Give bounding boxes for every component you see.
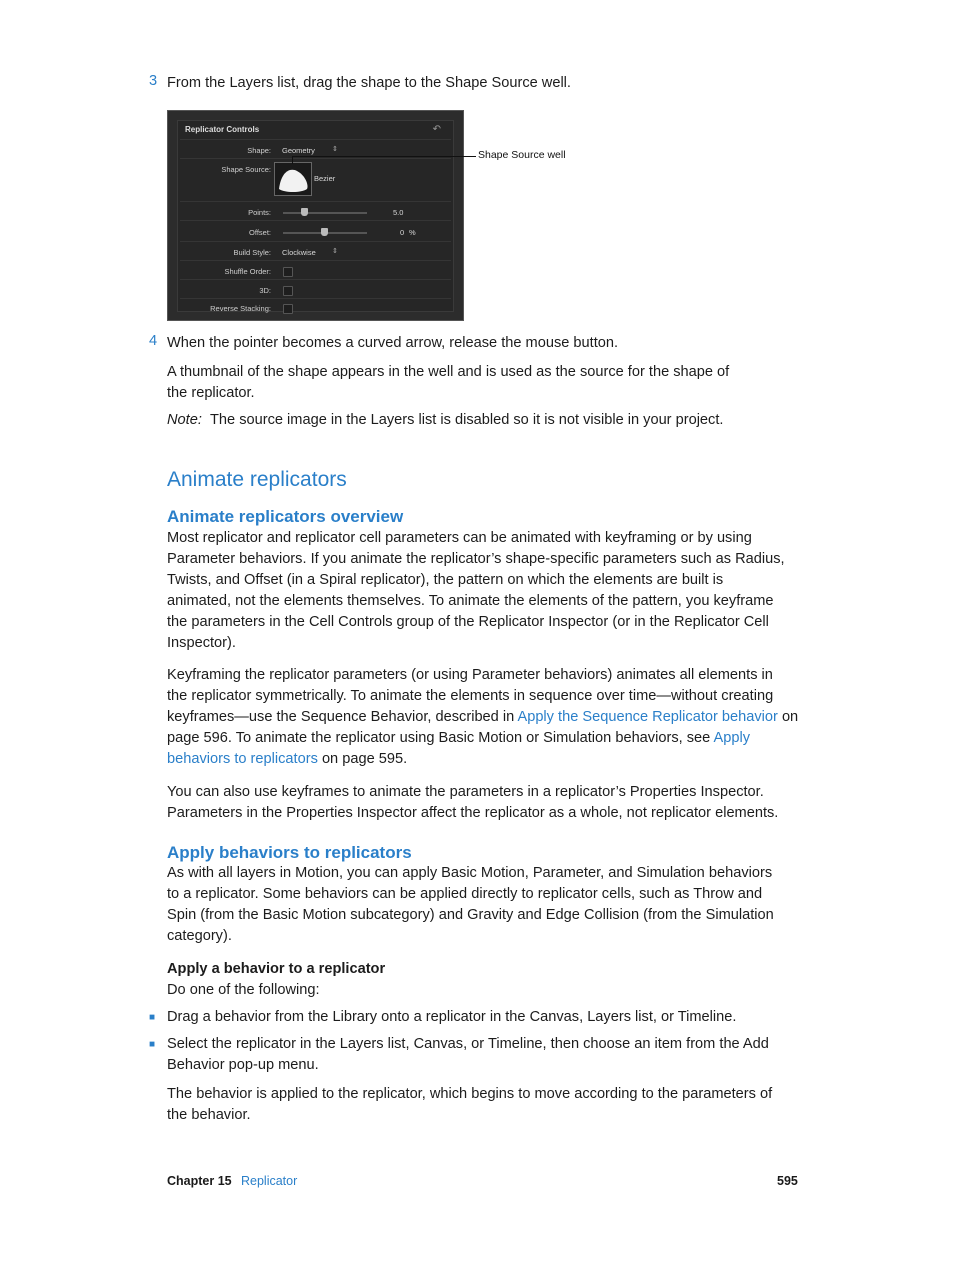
task-title: Apply a behavior to a replicator bbox=[167, 961, 386, 977]
points-row bbox=[180, 201, 451, 221]
callout-tick bbox=[292, 156, 293, 164]
link-apply-behaviors-to-replicators-cont[interactable]: behaviors to replicators bbox=[167, 751, 318, 767]
bullet-item-2 bbox=[167, 1034, 769, 1076]
text-line: category). bbox=[167, 928, 232, 944]
text-line bbox=[167, 749, 798, 770]
text-line: Twists, and Offset (in a Spiral replicator), the pattern on which the elements are built is bbox=[167, 572, 724, 588]
reverse-stacking-label: Reverse Stacking: bbox=[210, 304, 271, 313]
text-line bbox=[167, 728, 798, 749]
offset-row bbox=[180, 220, 451, 242]
offset-unit: % bbox=[409, 228, 416, 237]
text-line: You can also use keyframes to animate the parameters in a replicator’s Properties Inspector. bbox=[167, 784, 764, 800]
shape-source-label: Shape Source: bbox=[221, 165, 271, 174]
paragraph-keyframing bbox=[167, 665, 798, 770]
bullet-icon: ■ bbox=[149, 1012, 156, 1023]
text-line: As with all layers in Motion, you can apply Basic Motion, Parameter, and Simulation behaviors bbox=[167, 865, 773, 881]
subsection-title-overview: Animate replicators overview bbox=[167, 507, 404, 526]
text-line: Parameters in the Properties Inspector affect the replicator as a whole, not replicator elements. bbox=[167, 805, 779, 821]
three-d-label: 3D: bbox=[259, 286, 271, 295]
text-line: the replicator symmetrically. To animate the elements in sequence over time—without creating bbox=[167, 688, 774, 704]
subsection-title-apply-behaviors: Apply behaviors to replicators bbox=[167, 843, 412, 862]
text-line: Inspector). bbox=[167, 635, 236, 651]
reverse-stacking-row bbox=[180, 298, 451, 313]
reverse-stacking-checkbox[interactable] bbox=[283, 304, 293, 314]
result-text-behavior bbox=[167, 1084, 772, 1126]
popup-arrows-icon: ⇕ bbox=[332, 248, 338, 255]
text-line: The behavior is applied to the replicator, which begins to move according to the parameters of bbox=[167, 1086, 773, 1102]
build-style-row bbox=[180, 241, 451, 261]
page-number: 595 bbox=[777, 1174, 798, 1188]
shape-source-row bbox=[180, 158, 451, 202]
note bbox=[167, 410, 723, 431]
shuffle-order-label: Shuffle Order: bbox=[224, 267, 271, 276]
build-style-label: Build Style: bbox=[233, 248, 271, 257]
paragraph-overview bbox=[167, 528, 785, 654]
panel-title: Replicator Controls bbox=[185, 125, 260, 134]
points-value[interactable]: 5.0 bbox=[393, 208, 404, 217]
bezier-thumbnail-icon bbox=[275, 163, 311, 195]
result-text-line-1: A thumbnail of the shape appears in the well and is used as the source for the shape of bbox=[167, 364, 730, 380]
build-style-popup[interactable]: Clockwise bbox=[282, 248, 316, 257]
paragraph-apply-behaviors bbox=[167, 863, 774, 947]
offset-slider[interactable] bbox=[283, 232, 367, 234]
text-line: Keyframing the replicator parameters (or using Parameter behaviors) animates all elements in bbox=[167, 667, 773, 683]
offset-label: Offset: bbox=[249, 228, 271, 237]
three-d-row bbox=[180, 279, 451, 299]
task-intro: Do one of the following: bbox=[167, 982, 320, 998]
offset-value[interactable]: 0 bbox=[400, 228, 405, 237]
shuffle-order-row bbox=[180, 260, 451, 280]
bullet-item-1: Drag a behavior from the Library onto a replicator in the Canvas, Layers list, or Timeline. bbox=[167, 1009, 737, 1025]
link-apply-behaviors-to-replicators[interactable]: Apply bbox=[713, 730, 751, 746]
popup-arrows-icon: ⇕ bbox=[332, 146, 338, 153]
points-label: Points: bbox=[248, 208, 271, 217]
shape-popup[interactable]: Geometry bbox=[282, 146, 315, 155]
shuffle-order-checkbox[interactable] bbox=[283, 267, 293, 277]
points-slider[interactable] bbox=[283, 212, 367, 214]
three-d-checkbox[interactable] bbox=[283, 286, 293, 296]
bullet-icon: ■ bbox=[149, 1039, 156, 1050]
step-3-text: From the Layers list, drag the shape to the Shape Source well. bbox=[167, 75, 571, 91]
text-line: the parameters in the Cell Controls group of the Replicator Inspector (or in the Replicator Cell bbox=[167, 614, 769, 630]
text-line bbox=[167, 707, 798, 728]
section-title: Animate replicators bbox=[167, 468, 347, 491]
text-span: on page 595. bbox=[317, 751, 408, 767]
text-line: Select the replicator in the Layers list, Canvas, or Timeline, then choose an item from the Add bbox=[167, 1036, 769, 1052]
offset-slider-knob[interactable] bbox=[321, 228, 328, 236]
footer-chapter-link[interactable]: Replicator bbox=[241, 1174, 298, 1188]
shape-source-name: Bezier bbox=[314, 174, 336, 183]
replicator-controls-inner bbox=[177, 120, 454, 312]
step-number-4: 4 bbox=[149, 333, 158, 349]
text-line: Most replicator and replicator cell parameters can be animated with keyframing or by using bbox=[167, 530, 752, 546]
note-text: The source image in the Layers list is disabled so it is not visible in your project. bbox=[210, 412, 724, 428]
shape-label: Shape: bbox=[247, 146, 271, 155]
callout-label: Shape Source well bbox=[478, 149, 566, 161]
text-span: on bbox=[777, 709, 799, 725]
link-apply-sequence-replicator-behavior[interactable]: Apply the Sequence Replicator behavior bbox=[517, 709, 778, 725]
paragraph-properties bbox=[167, 782, 778, 824]
text-line: Spin (from the Basic Motion subcategory) and Gravity and Edge Collision (from the Simulation bbox=[167, 907, 774, 923]
footer-chapter: Chapter 15 bbox=[167, 1174, 232, 1188]
step-4-text: When the pointer becomes a curved arrow, release the mouse button. bbox=[167, 335, 619, 351]
text-line: Behavior pop-up menu. bbox=[167, 1057, 319, 1073]
text-span: page 596. To animate the replicator using Basic Motion or Simulation behaviors, see bbox=[167, 730, 714, 746]
points-slider-knob[interactable] bbox=[301, 208, 308, 216]
text-line: the behavior. bbox=[167, 1107, 251, 1123]
callout-line bbox=[292, 156, 476, 157]
undo-icon[interactable]: ↶ bbox=[432, 124, 441, 135]
text-line: animated, not the elements themselves. To animate the elements of the pattern, you keyframe bbox=[167, 593, 774, 609]
replicator-controls-panel bbox=[167, 110, 464, 321]
text-span: keyframes—use the Sequence Behavior, described in bbox=[167, 709, 518, 725]
text-line: to a replicator. Some behaviors can be applied directly to replicator cells, such as Throw and bbox=[167, 886, 763, 902]
text-line: Parameter behaviors. If you animate the replicator’s shape-specific parameters such as Radius, bbox=[167, 551, 785, 567]
note-label: Note: bbox=[167, 412, 202, 428]
result-text-line-2: the replicator. bbox=[167, 385, 255, 401]
shape-source-well[interactable] bbox=[274, 162, 312, 196]
step-number-3: 3 bbox=[149, 73, 158, 89]
